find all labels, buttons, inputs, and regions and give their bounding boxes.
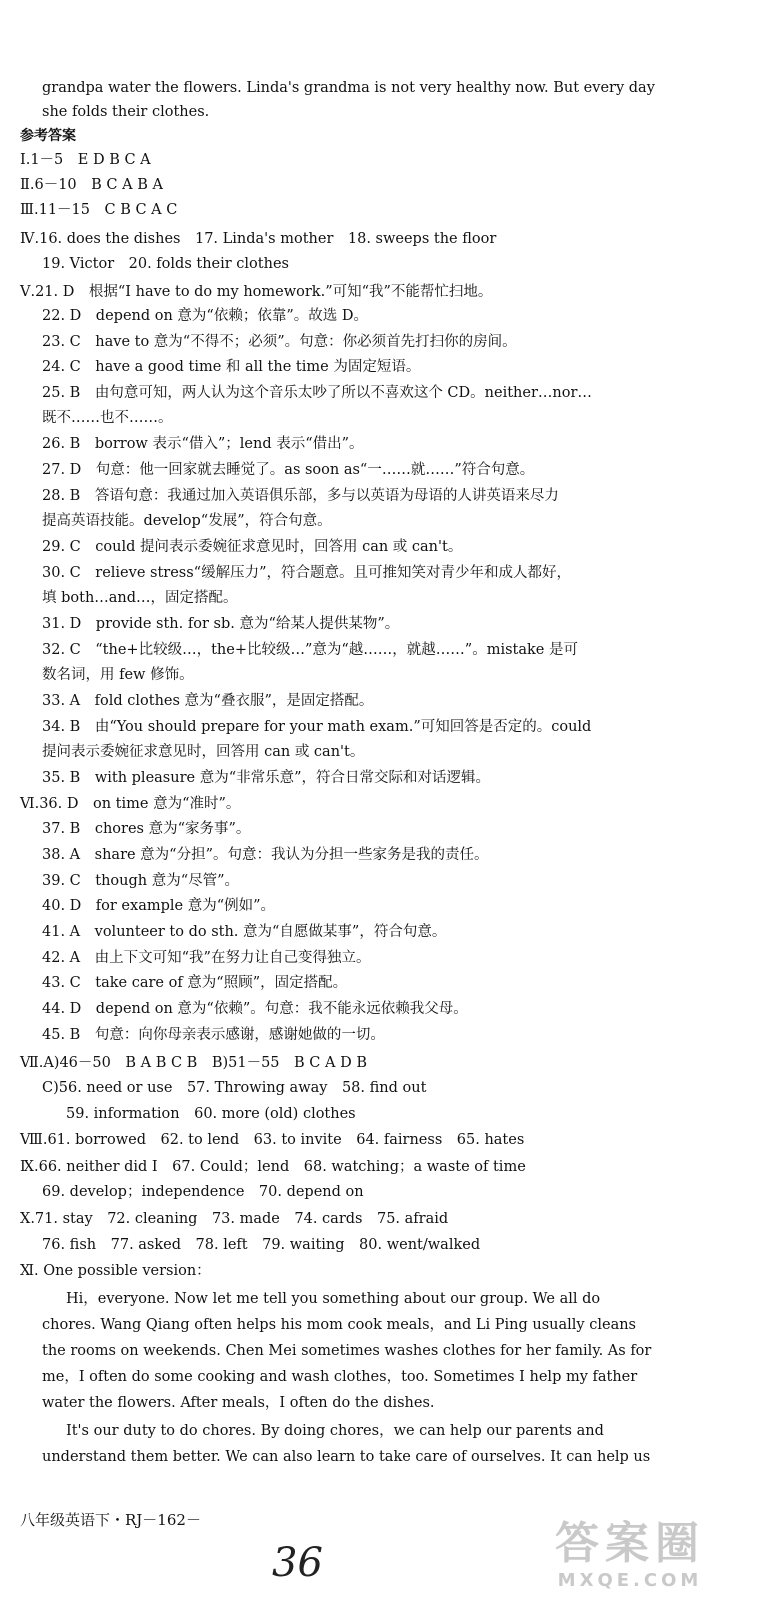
essay-line: me，I often do some cooking and wash clothes，too. Sometimes I help my father xyxy=(42,1369,638,1385)
answer-line: 提问表示委婉征求意见时，回答用 can 或 can't。 xyxy=(42,744,365,760)
page-footer: 八年级英语下・RJ－162－ xyxy=(20,1511,201,1529)
answer-line: 37. B chores 意为“家务事”。 xyxy=(42,821,251,837)
answer-line: 24. C have a good time 和 all the time 为固定短语。 xyxy=(42,359,421,375)
answer-line: Ⅴ.21. D 根据“I have to do my homework.”可知“我”不能帮忙扫地。 xyxy=(20,284,493,300)
answer-line: 45. B 句意：向你母亲表示感谢，感谢她做的一切。 xyxy=(42,1027,385,1043)
answer-line: 33. A fold clothes 意为“叠衣服”，是固定搭配。 xyxy=(42,693,374,709)
watermark xyxy=(500,1518,760,1598)
answer-line: 76. fish 77. asked 78. left 79. waiting 80. went/walked xyxy=(42,1237,481,1253)
answer-line: 27. D 句意：他一回家就去睡觉了。as soon as“一……就……”符合句意。 xyxy=(42,462,535,478)
answer-line: 填 both…and…，固定搭配。 xyxy=(42,590,238,606)
answer-line: Ⅳ.16. does the dishes 17. Linda's mother 18. sweeps the floor xyxy=(20,231,497,247)
answer-line: 34. B 由“You should prepare for your math exam.”可知回答是否定的。could xyxy=(42,719,592,735)
answer-line: 30. C relieve stress“缓解压力”，符合题意。且可推知笑对青少年和成人都好， xyxy=(42,565,571,581)
essay-line: understand them better. We can also learn to take care of ourselves. It can help us xyxy=(42,1449,651,1465)
answer-line: 22. D depend on 意为“依赖；依靠”。故选 D。 xyxy=(42,308,368,324)
answer-line: Ⅱ.6－10 B C A B A xyxy=(20,177,163,193)
answer-line: 23. C have to 意为“不得不；必须”。句意：你必须首先打扫你的房间。 xyxy=(42,334,517,350)
essay-line: Hi，everyone. Now let me tell you something about our group. We all do xyxy=(66,1291,601,1307)
answer-line: 69. develop；independence 70. depend on xyxy=(42,1184,364,1200)
answer-line: 44. D depend on 意为“依赖”。句意：我不能永远依赖我父母。 xyxy=(42,1001,468,1017)
answer-line: 29. C could 提问表示委婉征求意见时，回答用 can 或 can't。 xyxy=(42,539,463,555)
answer-line: Ⅸ.66. neither did I 67. Could；lend 68. watching；a waste of time xyxy=(20,1159,526,1175)
answer-line: Ⅷ.61. borrowed 62. to lend 63. to invite 64. fairness 65. hates xyxy=(20,1132,525,1148)
answer-line: Ⅰ.1－5 E D B C A xyxy=(20,152,151,168)
answer-line: 既不……也不……。 xyxy=(42,410,173,426)
answers-heading: 参考答案 xyxy=(20,128,76,144)
answer-line: 43. C take care of 意为“照顾”，固定搭配。 xyxy=(42,975,348,991)
answer-line: 42. A 由上下文可知“我”在努力让自己变得独立。 xyxy=(42,950,371,966)
watermark-url: MXQE.COM xyxy=(557,1570,703,1591)
intro-line-1: grandpa water the flowers. Linda's grandma is not very healthy now. But every day xyxy=(42,80,655,96)
essay-line: the rooms on weekends. Chen Mei sometimes washes clothes for her family. As for xyxy=(42,1343,652,1359)
answer-line: 40. D for example 意为“例如”。 xyxy=(42,898,276,914)
essay-line: It's our duty to do chores. By doing chores，we can help our parents and xyxy=(66,1423,604,1439)
answer-line: 19. Victor 20. folds their clothes xyxy=(42,256,289,272)
answer-line: 25. B 由句意可知，两人认为这个音乐太吵了所以不喜欢这个 CD。neither…nor… xyxy=(42,385,592,401)
answer-line: 31. D provide sth. for sb. 意为“给某人提供某物”。 xyxy=(42,616,400,632)
answer-line: 39. C though 意为“尽管”。 xyxy=(42,873,240,889)
answer-line: Ⅺ. One possible version： xyxy=(20,1263,211,1279)
answer-line: 提高英语技能。develop“发展”，符合句意。 xyxy=(42,513,332,529)
answer-line: 35. B with pleasure 意为“非常乐意”，符合日常交际和对话逻辑。 xyxy=(42,770,491,786)
watermark-logo-text: 答案圈 xyxy=(555,1518,705,1569)
essay-line: water the flowers. After meals，I often do the dishes. xyxy=(42,1395,435,1411)
answer-line: Ⅶ.A)46－50 B A B C B B)51－55 B C A D B xyxy=(20,1055,367,1071)
handwritten-page-number: 36 xyxy=(272,1540,323,1586)
answer-line: Ⅵ.36. D on time 意为“准时”。 xyxy=(20,796,241,812)
answer-line: 32. C “the+比较级…，the+比较级…”意为“越……，就越……”。mistake 是可 xyxy=(42,642,578,658)
intro-line-2: she folds their clothes. xyxy=(42,104,210,120)
essay-line: chores. Wang Qiang often helps his mom cook meals，and Li Ping usually cleans xyxy=(42,1317,636,1333)
answer-line: 38. A share 意为“分担”。句意：我认为分担一些家务是我的责任。 xyxy=(42,847,489,863)
answer-line: 41. A volunteer to do sth. 意为“自愿做某事”，符合句意。 xyxy=(42,924,447,940)
answer-line: Ⅲ.11－15 C B C A C xyxy=(20,202,178,218)
answer-line: 26. B borrow 表示“借入”；lend 表示“借出”。 xyxy=(42,436,364,452)
answer-line: Ⅹ.71. stay 72. cleaning 73. made 74. cards 75. afraid xyxy=(20,1211,449,1227)
answer-line: 59. information 60. more (old) clothes xyxy=(66,1106,356,1122)
answer-line: C)56. need or use 57. Throwing away 58. find out xyxy=(42,1080,427,1096)
answer-line: 28. B 答语句意：我通过加入英语俱乐部，多与以英语为母语的人讲英语来尽力 xyxy=(42,488,559,504)
answer-line: 数名词，用 few 修饰。 xyxy=(42,667,194,683)
